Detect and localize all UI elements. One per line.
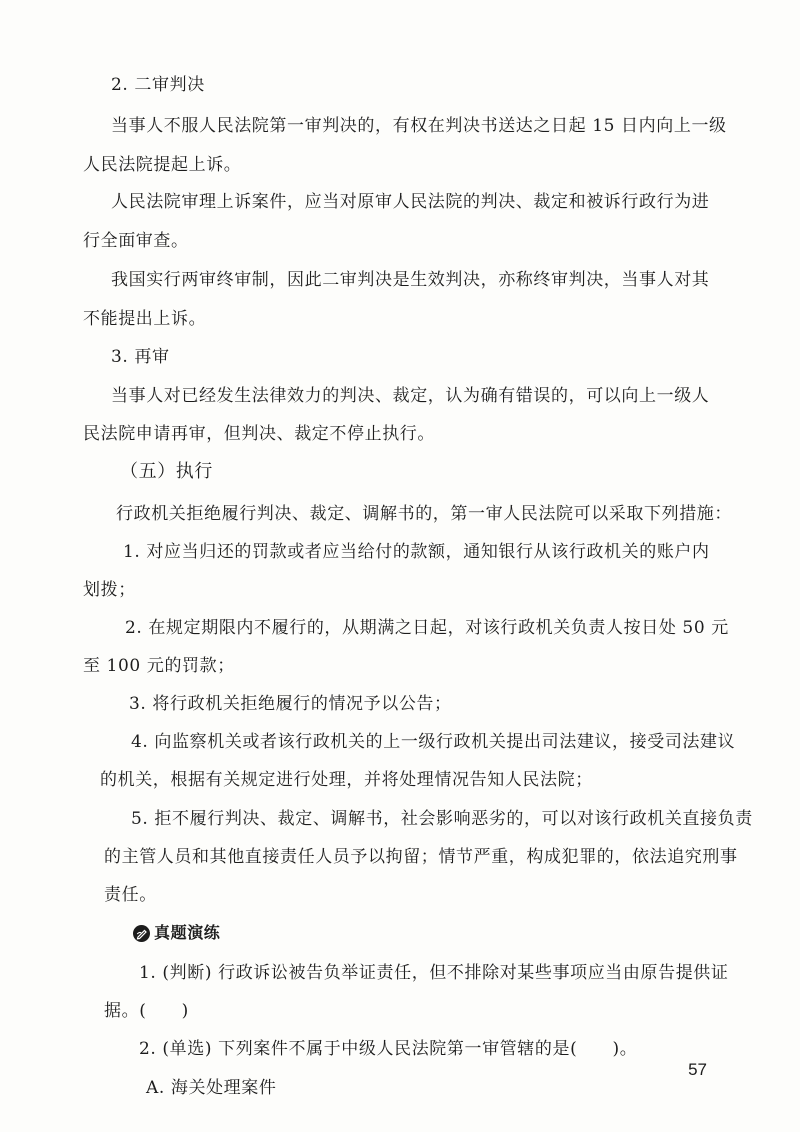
paragraph-line: 民法院申请再审，但判决、裁定不停止执行。 xyxy=(83,424,435,444)
heading-execution: （五）执行 xyxy=(120,461,213,482)
paragraph-line: 不能提出上诉。 xyxy=(83,309,207,329)
list-item-line: 的机关，根据有关规定进行处理，并将处理情况告知人民法院； xyxy=(100,770,593,790)
list-item-line: 5. 拒不履行判决、裁定、调解书，社会影响恶劣的，可以对该行政机关直接负责 xyxy=(131,809,753,829)
question-line: 1. (判断) 行政诉讼被告负举证责任，但不排除对某些事项应当由原告提供证 xyxy=(139,963,729,983)
paragraph-line: 当事人不服人民法院第一审判决的，有权在判决书送达之日起 15 日内向上一级 xyxy=(111,116,727,136)
paragraph-line: 当事人对已经发生法律效力的判决、裁定，认为确有错误的，可以向上一级人 xyxy=(111,386,710,406)
heading-second-instance: 2. 二审判决 xyxy=(111,75,205,95)
pencil-icon xyxy=(133,925,150,942)
practice-heading xyxy=(133,921,220,945)
question-line: 2. (单选) 下列案件不属于中级人民法院第一审管辖的是( )。 xyxy=(139,1039,638,1059)
list-item-line: 至 100 元的罚款； xyxy=(83,656,235,676)
paragraph-line: 行政机关拒绝履行判决、裁定、调解书的，第一审人民法院可以采取下列措施： xyxy=(116,504,732,524)
list-item-line: 2. 在规定期限内不履行的，从期满之日起，对该行政机关负责人按日处 50 元 xyxy=(125,618,729,638)
paragraph-line: 人民法院提起上诉。 xyxy=(83,155,242,175)
list-item-line: 3. 将行政机关拒绝履行的情况予以公告； xyxy=(129,694,452,714)
option-line: A. 海关处理案件 xyxy=(146,1078,277,1098)
list-item-line: 责任。 xyxy=(104,885,157,905)
question-line: 据。( ) xyxy=(104,1001,189,1021)
list-item-line: 1. 对应当归还的罚款或者应当给付的款额，通知银行从该行政机关的账户内 xyxy=(123,542,710,562)
page-number: 57 xyxy=(688,1060,707,1079)
practice-heading-text: 真题演练 xyxy=(154,923,221,942)
list-item-line: 划拨； xyxy=(83,580,136,600)
paragraph-line: 人民法院审理上诉案件，应当对原审人民法院的判决、裁定和被诉行政行为进 xyxy=(111,192,710,212)
list-item-line: 的主管人员和其他直接责任人员予以拘留；情节严重，构成犯罪的，依法追究刑事 xyxy=(104,847,738,867)
paragraph-line: 我国实行两审终审制，因此二审判决是生效判决，亦称终审判决，当事人对其 xyxy=(111,270,710,290)
list-item-line: 4. 向监察机关或者该行政机关的上一级行政机关提出司法建议，接受司法建议 xyxy=(131,732,736,752)
heading-retrial: 3. 再审 xyxy=(111,347,170,367)
paragraph-line: 行全面审查。 xyxy=(83,231,189,251)
